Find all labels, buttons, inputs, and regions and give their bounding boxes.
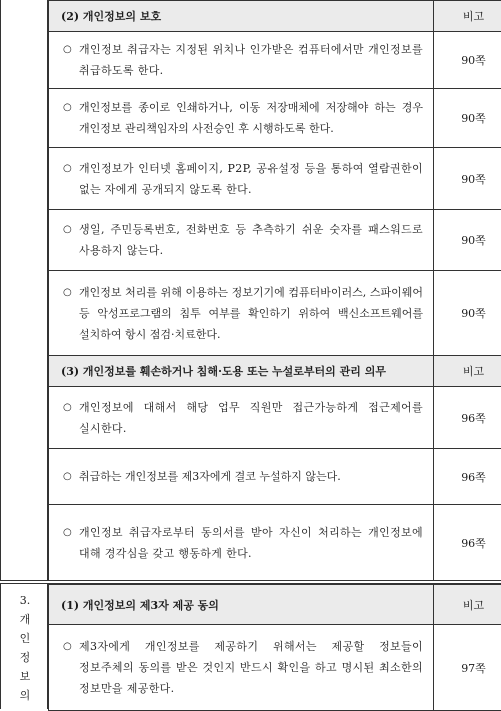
section-header-row (49, 1, 501, 32)
table-row (49, 148, 501, 210)
item-text: 생일, 주민등록번호, 전화번호 등 추측하기 쉬운 숫자를 패스워드로 사용하지 않는다. (79, 219, 423, 261)
page-reference: 96쪽 (434, 449, 501, 505)
category-char: 보 (1, 667, 49, 686)
bullet-marker: ○ (63, 636, 79, 699)
table-row (49, 625, 501, 711)
page-reference: 90쪽 (434, 89, 501, 148)
page-reference: 90쪽 (434, 148, 501, 210)
category-char: 개 (1, 610, 49, 629)
page-reference: 96쪽 (434, 505, 501, 581)
left-category-column (0, 0, 48, 581)
bullet-marker: ○ (63, 219, 79, 261)
item-text: 개인정보에 대해서 해당 업무 직원만 접근가능하게 접근제어를 실시한다. (79, 397, 423, 439)
item-text: 제3자에게 개인정보를 제공하기 위해서는 제공할 정보들이 정보주체의 동의를 받은 것인지 반드시 확인을 하고 명시된 최소한의 정보만을 제공한다. (79, 636, 423, 699)
category-char: 정 (1, 648, 49, 667)
page-reference: 90쪽 (434, 32, 501, 89)
table-row (49, 210, 501, 271)
bullet-marker: ○ (63, 97, 79, 139)
page-reference: 90쪽 (434, 271, 501, 356)
table-row (49, 505, 501, 581)
bullet-marker: ○ (63, 466, 79, 487)
page-reference: 97쪽 (434, 625, 501, 711)
bullet-marker: ○ (63, 397, 79, 439)
bullet-marker: ○ (63, 282, 79, 345)
note-column-header: 비고 (434, 1, 501, 32)
bullet-marker: ○ (63, 522, 79, 564)
category-number: 3. (1, 591, 49, 610)
category-char: 의 (1, 686, 49, 705)
section-header-row (49, 585, 501, 625)
left-category-column (0, 583, 48, 709)
category-char: 인 (1, 629, 49, 648)
page-reference: 96쪽 (434, 387, 501, 449)
table-row (49, 89, 501, 148)
item-text: 개인정보가 인터넷 홈페이지, P2P, 공유설정 등을 통하여 열람권한이 없는 자에게 공개되지 않도록 한다. (79, 158, 423, 200)
bullet-marker: ○ (63, 158, 79, 200)
section-heading: (1) 개인정보의 제3자 제공 동의 (49, 585, 434, 625)
item-text: 개인정보 처리를 위해 이용하는 정보기기에 컴퓨터바이러스, 스파이웨어 등 악성프로그램의 침투 여부를 확인하기 위하여 백신소프트웨어를 설치하여 항시 점검·치료한다. (79, 282, 423, 345)
section-heading: (3) 개인정보를 훼손하거나 침해·도용 또는 누설로부터의 관리 의무 (49, 356, 434, 387)
note-column-header: 비고 (434, 356, 501, 387)
item-text: 개인정보 취급자로부터 동의서를 받아 자신이 처리하는 개인정보에 대해 경각심을 갖고 행동하게 한다. (79, 522, 423, 564)
table-row (49, 449, 501, 505)
checklist-table-upper (48, 0, 501, 581)
category-label (1, 591, 49, 705)
table-row (49, 32, 501, 89)
item-text: 개인정보를 종이로 인쇄하거나, 이동 저장매체에 저장해야 하는 경우 개인정보 관리책임자의 사전승인 후 시행하도록 한다. (79, 97, 423, 139)
bullet-marker: ○ (63, 39, 79, 81)
table-row (49, 271, 501, 356)
note-column-header: 비고 (434, 585, 501, 625)
section-header-row (49, 356, 501, 387)
table-row (49, 387, 501, 449)
checklist-table-lower (48, 584, 501, 711)
section-heading: (2) 개인정보의 보호 (49, 1, 434, 32)
item-text: 취급하는 개인정보를 제3자에게 결코 누설하지 않는다. (79, 466, 423, 487)
item-text: 개인정보 취급자는 지정된 위치나 인가받은 컴퓨터에서만 개인정보를 취급하도록 한다. (79, 39, 423, 81)
page-reference: 90쪽 (434, 210, 501, 271)
